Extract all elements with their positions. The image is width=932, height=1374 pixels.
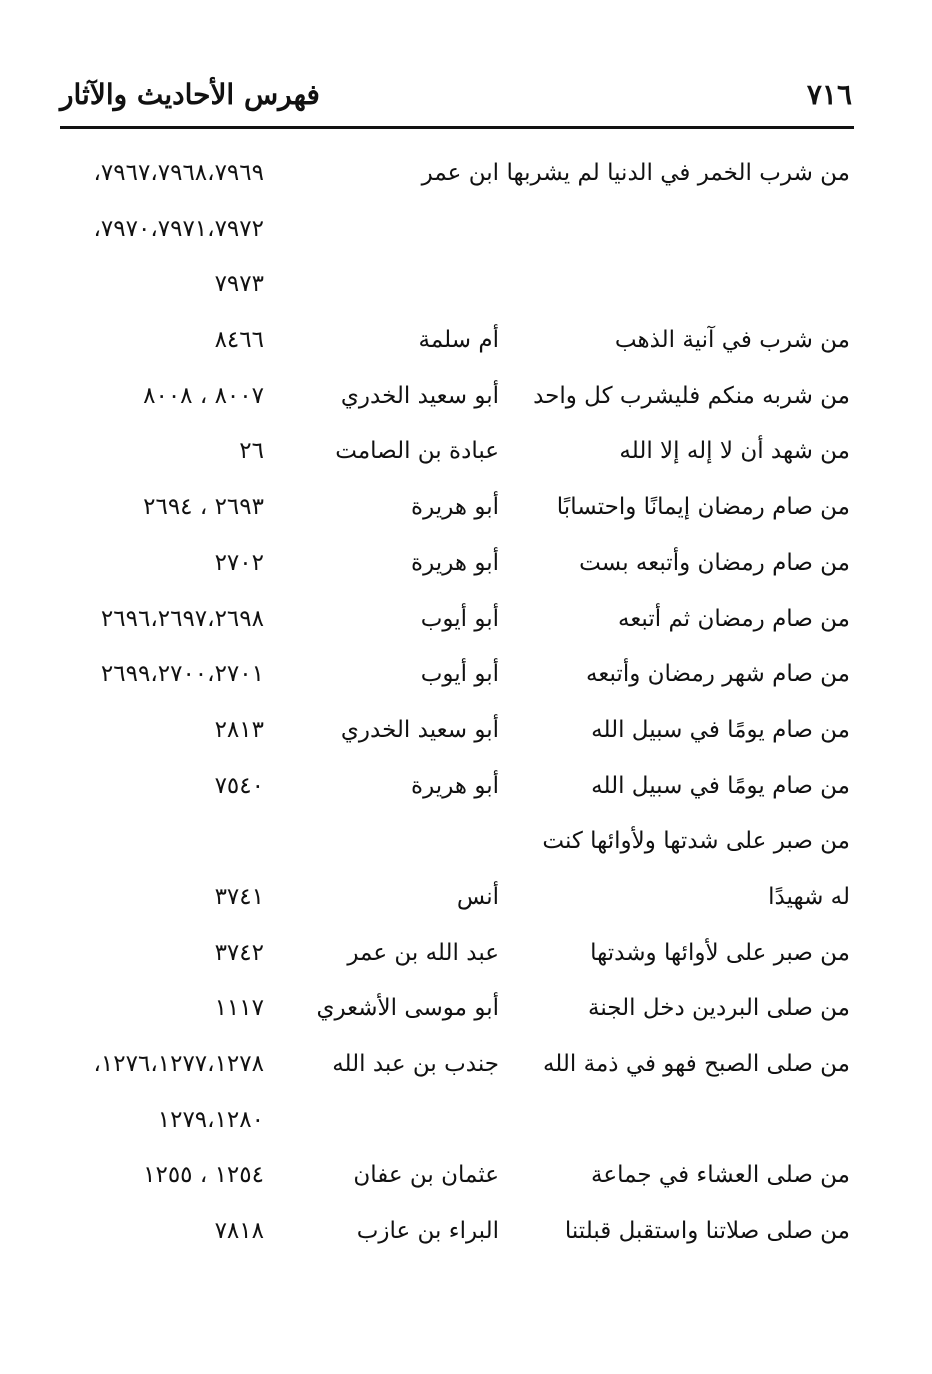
table-row <box>0 651 932 707</box>
reference-numbers: ٣٧٤٢ <box>214 939 264 966</box>
narrator-name: أبو هريرة <box>411 494 499 521</box>
table-row <box>0 1152 932 1208</box>
page-header <box>60 74 854 124</box>
reference-numbers: ١٢٧٩،١٢٨٠ <box>157 1106 264 1133</box>
table-row <box>0 373 932 429</box>
table-row <box>0 985 932 1041</box>
narrator-name: جندب بن عبد الله <box>332 1051 499 1077</box>
hadith-text: من شربه منكم فليشرب كل واحد <box>533 382 850 409</box>
hadith-text: من صام رمضان إيمانًا واحتسابًا <box>556 494 850 521</box>
hadith-text: من صبر على شدتها ولأوائها كنت <box>542 828 850 855</box>
narrator-name: عبادة بن الصامت <box>335 438 499 465</box>
reference-numbers: ٢٦٩٣ ، ٢٦٩٤ <box>143 494 264 521</box>
narrator-name: أبو سعيد الخدري <box>340 716 499 743</box>
hadith-text: من شرب الخمر في الدنيا لم يشربها <box>506 160 850 186</box>
reference-numbers: ١١١٧ <box>214 995 264 1022</box>
narrator-name: أبو هريرة <box>411 549 499 576</box>
narrator-name: أبو أيوب <box>420 661 499 688</box>
narrator-name: البراء بن عازب <box>356 1218 499 1245</box>
narrator-name: عبد الله بن عمر <box>347 939 499 966</box>
table-row <box>0 874 932 930</box>
reference-numbers: ٢٨١٣ <box>214 716 264 743</box>
reference-numbers: ١٢٧٦،١٢٧٧،١٢٧٨، <box>93 1051 264 1077</box>
reference-numbers: ١٢٥٤ ، ١٢٥٥ <box>143 1162 264 1189</box>
narrator-name: أبو هريرة <box>411 772 499 799</box>
hadith-text: من صام رمضان وأتبعه بست <box>579 549 850 576</box>
table-row <box>0 763 932 819</box>
narrator-name: أنس <box>456 883 499 910</box>
hadith-text: من صبر على لأوائها وشدتها <box>590 939 850 966</box>
reference-numbers: ٧٩٦٧،٧٩٦٨،٧٩٦٩، <box>93 160 264 186</box>
hadith-text: من شهد أن لا إله إلا الله <box>619 438 850 465</box>
reference-numbers: ٢٧٠٢ <box>214 549 264 576</box>
table-row <box>0 707 932 763</box>
table-row <box>0 1041 932 1097</box>
hadith-text: من صلى البردين دخل الجنة <box>588 995 850 1022</box>
table-row <box>0 317 932 373</box>
reference-numbers: ٨٤٦٦ <box>214 327 264 354</box>
table-row <box>0 206 932 262</box>
page-number: ٧١٦ <box>806 78 852 111</box>
reference-numbers: ٢٦٩٩،٢٧٠٠،٢٧٠١ <box>100 661 264 688</box>
hadith-text: من صلى الصبح فهو في ذمة الله <box>542 1051 850 1077</box>
reference-numbers: ٣٧٤١ <box>214 883 264 910</box>
reference-numbers: ٧٩٧٣ <box>214 271 264 298</box>
table-row <box>0 484 932 540</box>
hadith-text: من شرب في آنية الذهب <box>614 327 850 354</box>
table-row <box>0 261 932 317</box>
narrator-name: عثمان بن عفان <box>353 1162 499 1189</box>
index-table <box>0 150 932 1264</box>
hadith-text: من صام شهر رمضان وأتبعه <box>586 661 850 688</box>
narrator-name: أبو سعيد الخدري <box>340 382 499 409</box>
table-row <box>0 818 932 874</box>
narrator-name: ابن عمر <box>421 160 499 186</box>
table-row <box>0 150 932 206</box>
reference-numbers: ٧٥٤٠ <box>214 772 264 799</box>
reference-numbers: ٧٨١٨ <box>214 1218 264 1245</box>
hadith-text: من صلى العشاء في جماعة <box>591 1162 850 1189</box>
table-row <box>0 930 932 986</box>
hadith-text: من صام يومًا في سبيل الله <box>591 716 850 743</box>
hadith-text: من صام يومًا في سبيل الله <box>591 772 850 799</box>
hadith-text: من صلى صلاتنا واستقبل قبلتنا <box>564 1218 850 1245</box>
table-row <box>0 1208 932 1264</box>
narrator-name: أبو أيوب <box>420 605 499 632</box>
table-row <box>0 428 932 484</box>
hadith-text: له شهيدًا <box>768 883 850 910</box>
table-row <box>0 540 932 596</box>
narrator-name: أم سلمة <box>418 327 499 354</box>
reference-numbers: ٢٦ <box>239 438 264 465</box>
reference-numbers: ٧٩٧٠،٧٩٧١،٧٩٧٢، <box>93 215 264 242</box>
reference-numbers: ٨٠٠٧ ، ٨٠٠٨ <box>143 382 264 409</box>
table-row <box>0 1097 932 1153</box>
header-rule <box>60 126 854 129</box>
hadith-text: من صام رمضان ثم أتبعه <box>618 605 850 632</box>
narrator-name: أبو موسى الأشعري <box>316 995 499 1022</box>
reference-numbers: ٢٦٩٦،٢٦٩٧،٢٦٩٨ <box>100 605 264 632</box>
running-title: فهرس الأحاديث والآثار <box>60 78 320 111</box>
table-row <box>0 596 932 652</box>
